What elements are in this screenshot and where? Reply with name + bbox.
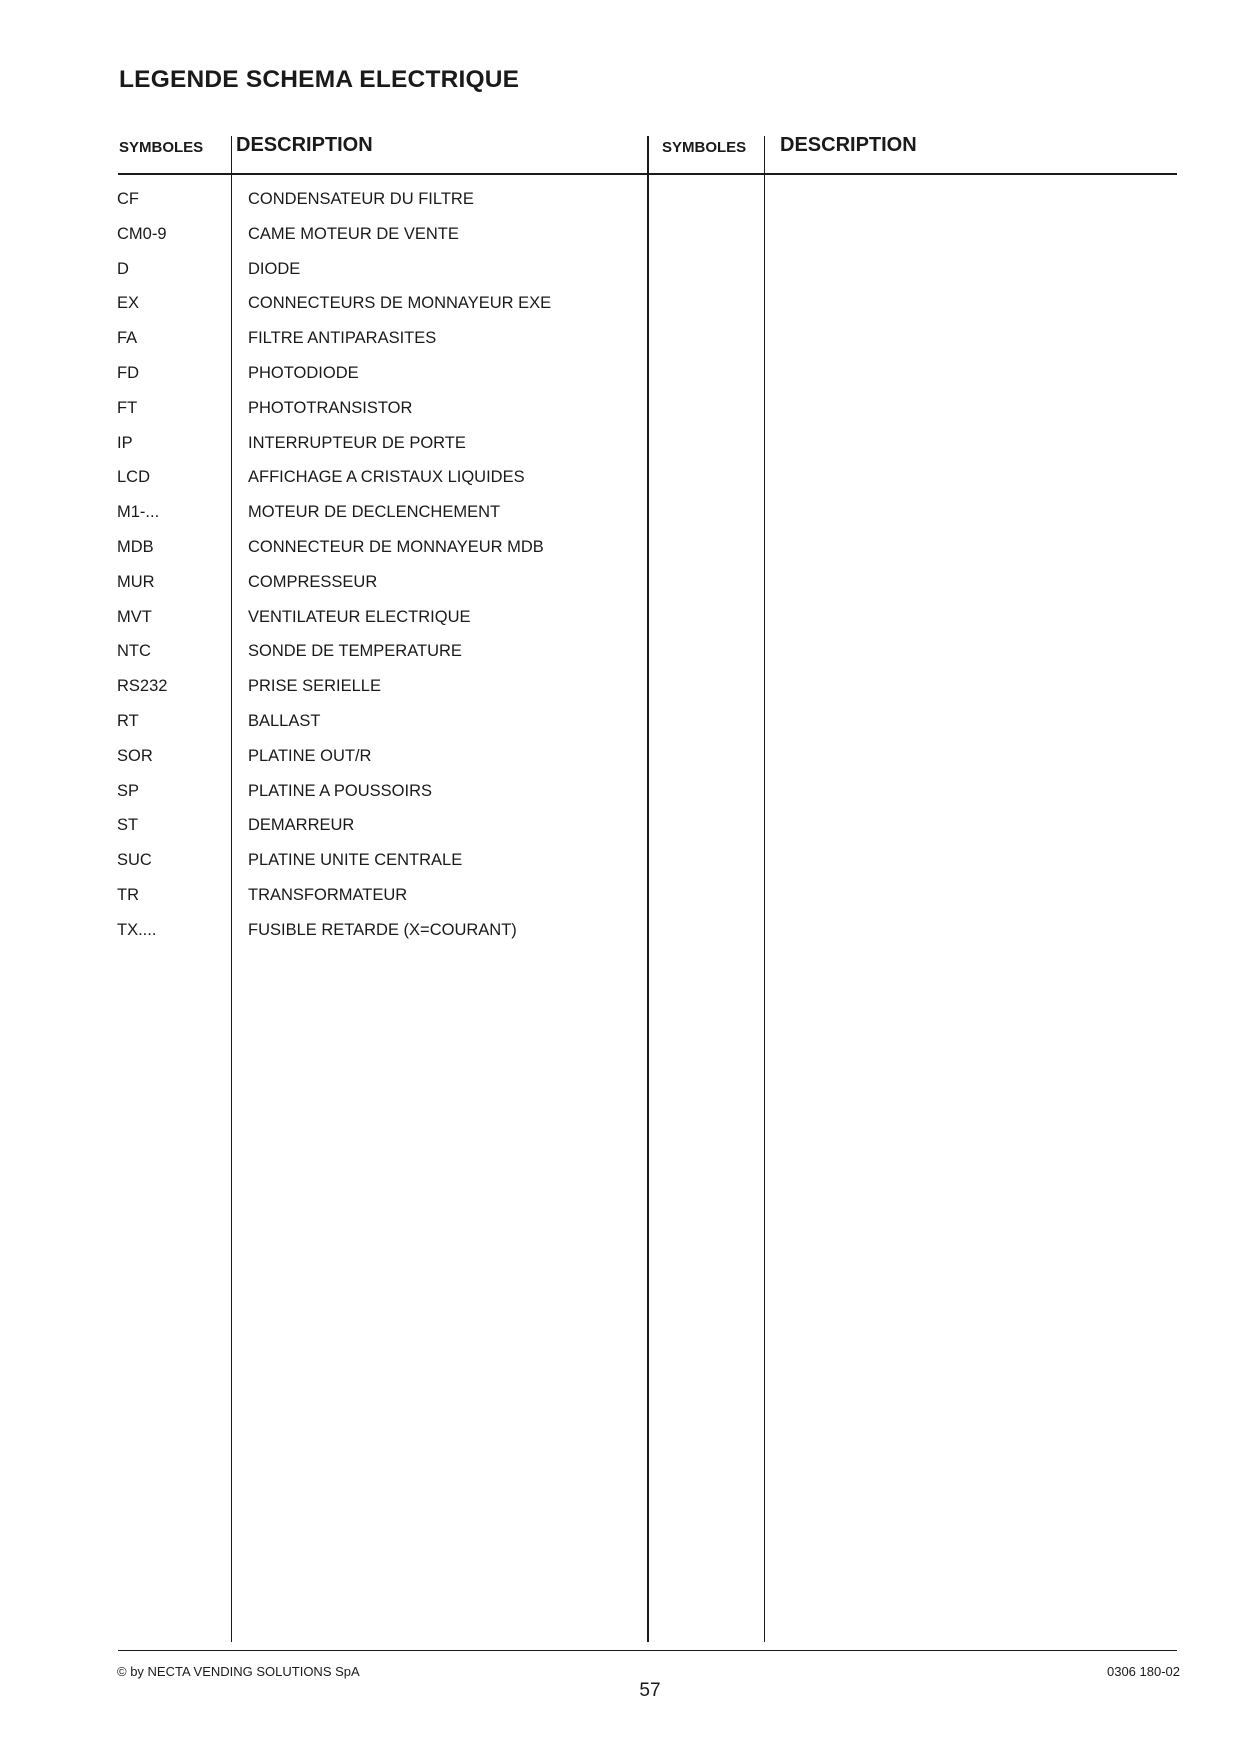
legend-symbol: MUR bbox=[117, 572, 155, 591]
copyright-notice: © by NECTA VENDING SOLUTIONS SpA bbox=[117, 1664, 360, 1679]
legend-description: AFFICHAGE A CRISTAUX LIQUIDES bbox=[248, 468, 525, 487]
legend-symbol: CM0-9 bbox=[117, 224, 167, 243]
legend-symbol: ST bbox=[117, 816, 139, 835]
legend-description: FUSIBLE RETARDE (X=COURANT) bbox=[248, 920, 517, 939]
page-title: LEGENDE SCHEMA ELECTRIQUE bbox=[119, 66, 520, 93]
legend-symbol: LCD bbox=[117, 468, 151, 487]
legend-description: PHOTOTRANSISTOR bbox=[248, 398, 413, 417]
legend-row bbox=[0, 322, 1240, 357]
legend-table-body bbox=[0, 183, 1240, 949]
legend-description: PLATINE UNITE CENTRALE bbox=[248, 851, 463, 870]
legend-row bbox=[0, 775, 1240, 810]
legend-row bbox=[0, 914, 1240, 949]
legend-description: MOTEUR DE DECLENCHEMENT bbox=[248, 503, 501, 522]
legend-row bbox=[0, 740, 1240, 775]
footer-divider bbox=[118, 1650, 1177, 1651]
legend-description: PLATINE OUT/R bbox=[248, 746, 372, 765]
page-number: 57 bbox=[639, 1680, 661, 1701]
legend-description: SONDE DE TEMPERATURE bbox=[248, 642, 462, 661]
legend-description: VENTILATEUR ELECTRIQUE bbox=[248, 607, 471, 626]
legend-symbol: RS232 bbox=[117, 677, 168, 696]
legend-row bbox=[0, 253, 1240, 288]
legend-row bbox=[0, 566, 1240, 601]
legend-symbol: NTC bbox=[117, 642, 151, 661]
legend-symbol: EX bbox=[117, 294, 140, 313]
legend-symbol: CF bbox=[117, 190, 139, 208]
legend-description: PLATINE A POUSSOIRS bbox=[248, 781, 433, 800]
legend-row bbox=[0, 635, 1240, 670]
legend-row bbox=[0, 218, 1240, 253]
legend-row bbox=[0, 461, 1240, 496]
legend-description: BALLAST bbox=[248, 711, 321, 730]
legend-row bbox=[0, 357, 1240, 392]
legend-row bbox=[0, 809, 1240, 844]
legend-description: INTERRUPTEUR DE PORTE bbox=[248, 433, 466, 452]
legend-row bbox=[0, 427, 1240, 462]
header-description-right: DESCRIPTION bbox=[780, 134, 917, 156]
legend-description: COMPRESSEUR bbox=[248, 572, 378, 591]
legend-symbol: MDB bbox=[117, 537, 154, 556]
legend-row bbox=[0, 392, 1240, 427]
legend-row bbox=[0, 844, 1240, 879]
legend-symbol: SP bbox=[117, 781, 140, 800]
legend-description: CONDENSATEUR DU FILTRE bbox=[248, 190, 474, 208]
legend-symbol: SOR bbox=[117, 746, 153, 765]
legend-symbol: SUC bbox=[117, 851, 152, 870]
legend-symbol: FT bbox=[117, 398, 138, 417]
legend-symbol: IP bbox=[117, 433, 133, 452]
legend-symbol: MVT bbox=[117, 607, 152, 626]
legend-symbol: FA bbox=[117, 329, 138, 348]
header-symbols-right: SYMBOLES bbox=[662, 139, 747, 156]
legend-description: CAME MOTEUR DE VENTE bbox=[248, 224, 459, 243]
legend-symbol: D bbox=[117, 259, 129, 278]
legend-row bbox=[0, 531, 1240, 566]
legend-description: PHOTODIODE bbox=[248, 363, 359, 382]
legend-symbol: TR bbox=[117, 885, 139, 904]
legend-symbol: TX.... bbox=[117, 920, 157, 939]
document-code: 0306 180-02 bbox=[1106, 1664, 1180, 1679]
legend-row bbox=[0, 601, 1240, 636]
legend-description: DIODE bbox=[248, 259, 301, 278]
legend-row bbox=[0, 183, 1240, 218]
legend-description: CONNECTEUR DE MONNAYEUR MDB bbox=[248, 537, 544, 556]
legend-row bbox=[0, 496, 1240, 531]
legend-symbol: RT bbox=[117, 711, 139, 730]
legend-description: TRANSFORMATEUR bbox=[248, 885, 408, 904]
legend-row bbox=[0, 670, 1240, 705]
legend-description: CONNECTEURS DE MONNAYEUR EXE bbox=[248, 294, 552, 313]
legend-row bbox=[0, 705, 1240, 740]
legend-description: DEMARREUR bbox=[248, 816, 355, 835]
legend-symbol: M1-... bbox=[117, 503, 160, 522]
legend-row bbox=[0, 287, 1240, 322]
legend-row bbox=[0, 879, 1240, 914]
header-symbols-left: SYMBOLES bbox=[119, 139, 204, 156]
legend-symbol: FD bbox=[117, 363, 139, 382]
legend-description: FILTRE ANTIPARASITES bbox=[248, 329, 437, 348]
legend-description: PRISE SERIELLE bbox=[248, 677, 381, 696]
header-description-left: DESCRIPTION bbox=[236, 134, 373, 156]
